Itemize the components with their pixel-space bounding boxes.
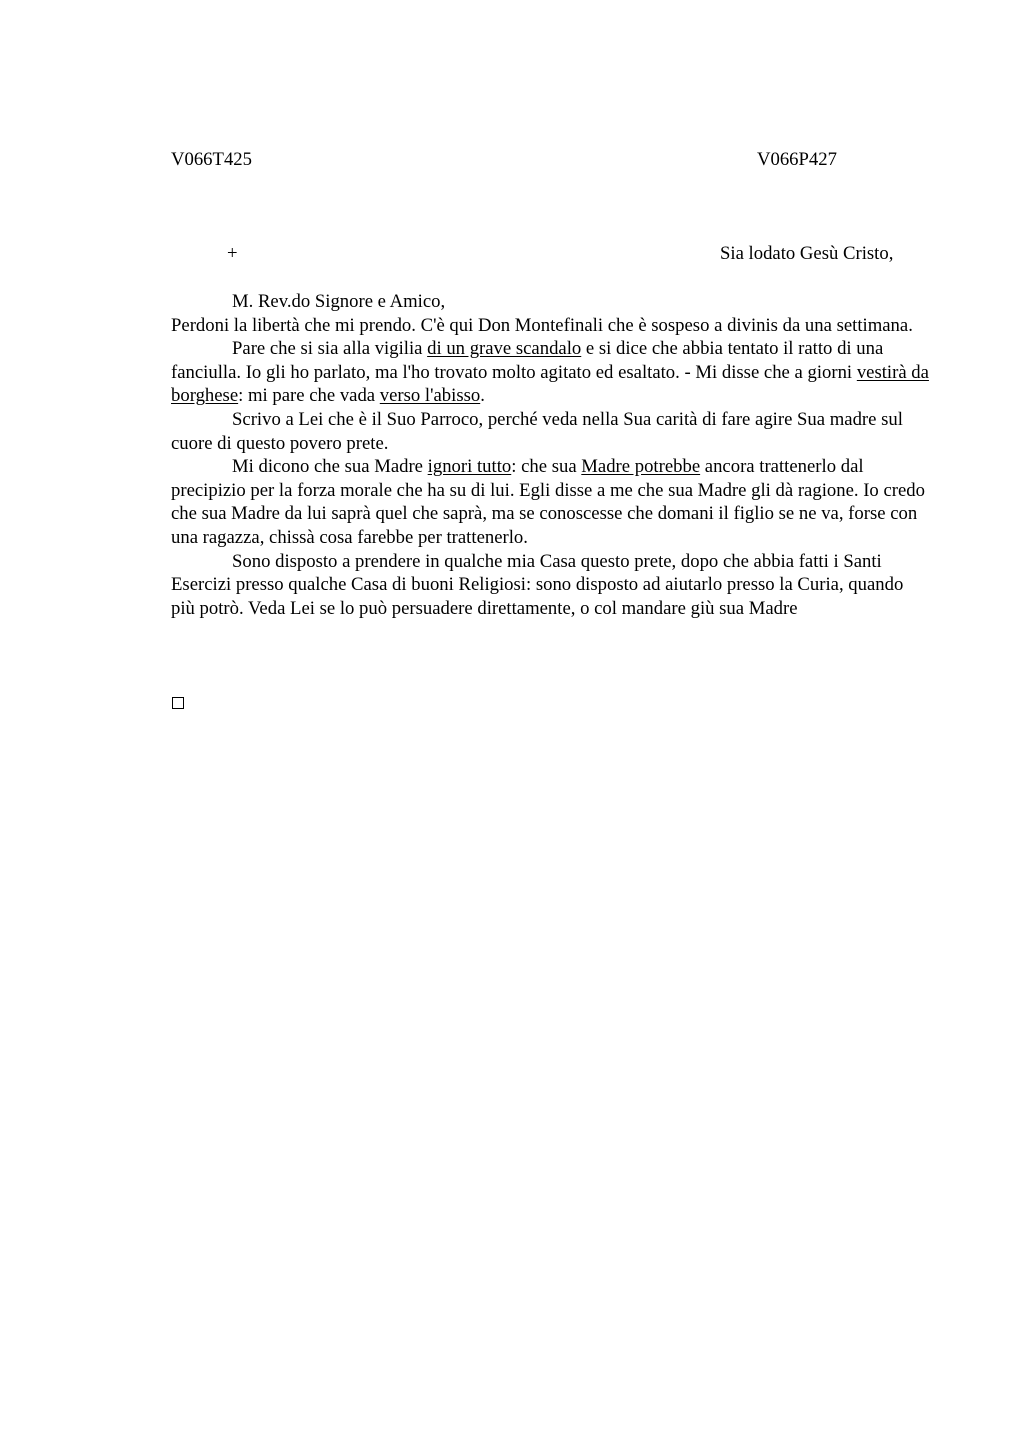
document-code-right: V066P427 bbox=[757, 149, 837, 170]
end-box-icon bbox=[172, 697, 184, 709]
underlined-phrase-madre: Madre potrebbe bbox=[581, 456, 701, 478]
paragraph-4-text-a: Mi dicono che sua Madre bbox=[232, 456, 428, 478]
underlined-phrase-abisso: verso l'abisso bbox=[379, 385, 481, 407]
paragraph-4-text-c: ancora trattenerlo dal precipizio per la forza morale che ha su di lui. Egli disse a me che sua Madre gli dà ragione. Io credo che sua Madre da lui saprà quel che saprà, ma se conoscesse che domani il figlio se ne va, forse con una ragazza, chissà cosa farebbe per trattenerlo. bbox=[171, 456, 925, 548]
document-code-left: V066T425 bbox=[171, 149, 252, 170]
paragraph-1: Perdoni la libertà che mi prendo. C'è qui Don Montefinali che è sospeso a divinis da una settimana. bbox=[171, 314, 913, 336]
underlined-phrase-scandalo: di un grave scandalo bbox=[427, 338, 582, 360]
paragraph-4 bbox=[171, 455, 931, 549]
invocation-line: Sia lodato Gesù Cristo, bbox=[720, 243, 894, 264]
paragraph-2-text-c: : mi pare che vada bbox=[238, 385, 380, 407]
underlined-phrase-borghese: vestirà da borghese bbox=[171, 361, 929, 407]
paragraph-2 bbox=[171, 337, 931, 408]
cross-symbol: + bbox=[227, 243, 238, 264]
paragraph-5: Sono disposto a prendere in qualche mia Casa questo prete, dopo che abbia fatti i Santi Esercizi presso qualche Casa di buoni Religiosi: sono disposto ad aiutarlo presso la Curia, quando più potrò. Veda Lei se lo può persuadere direttamente, o col mandare giù sua Madre bbox=[171, 550, 904, 619]
underlined-phrase-ignori: ignori tutto bbox=[427, 456, 512, 478]
letter-body bbox=[171, 290, 931, 620]
paragraph-2-text-a: Pare che si sia alla vigilia bbox=[232, 338, 428, 360]
paragraph-2-text-d: . bbox=[480, 385, 485, 407]
salutation: M. Rev.do Signore e Amico, bbox=[232, 291, 446, 312]
paragraph-2-text-b: e si dice che abbia tentato il ratto di una fanciulla. Io gli ho parlato, ma l'ho trovato molto agitato ed esaltato. - Mi disse che a giorni bbox=[171, 338, 884, 383]
paragraph-3: Scrivo a Lei che è il Suo Parroco, perché veda nella Sua carità di fare agire Sua madre sul cuore di questo povero prete. bbox=[171, 408, 903, 454]
paragraph-4-text-b: : che sua bbox=[511, 456, 582, 478]
